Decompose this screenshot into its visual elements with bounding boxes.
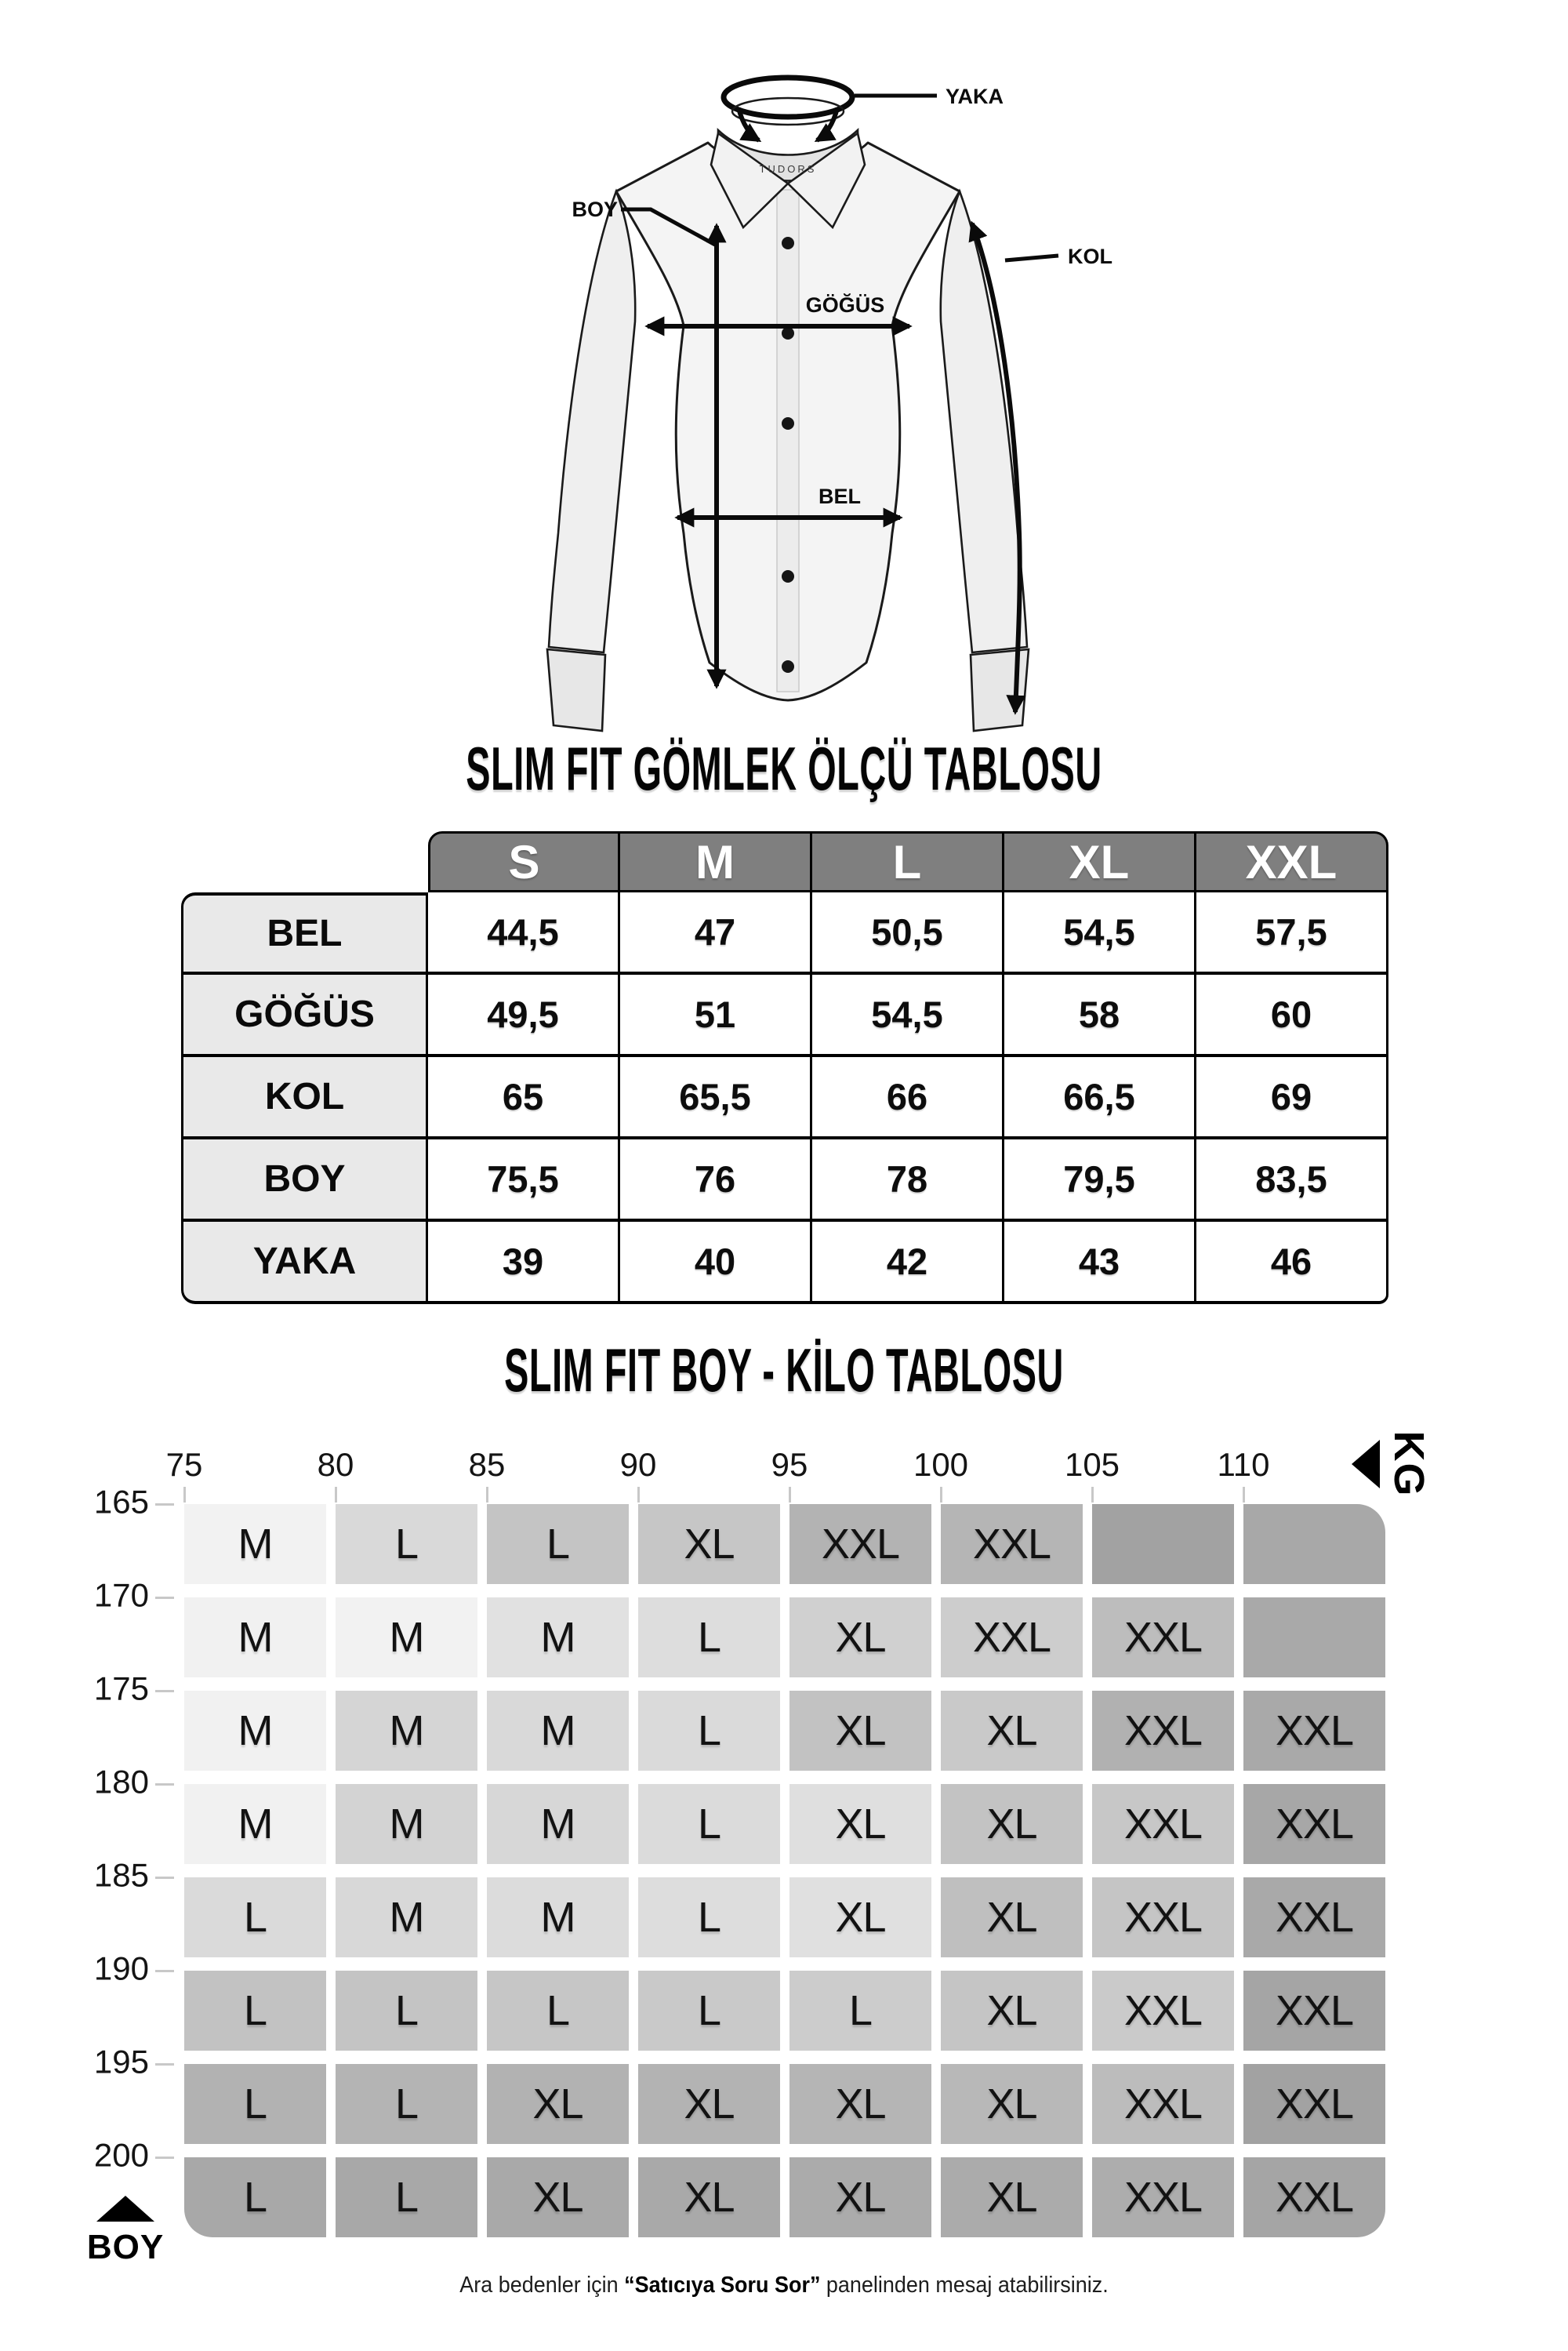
size-table-header: [428, 831, 1388, 892]
recommended-size-label: XXL: [1123, 1707, 1203, 1754]
size-column-header-label: S: [508, 835, 540, 888]
measure-value-cell: [428, 892, 620, 975]
measure-row-label-text: KOL: [264, 1076, 345, 1117]
recommended-size-cell: [1092, 2064, 1234, 2144]
measure-value-text: 60: [1270, 994, 1312, 1035]
size-column-header: [1196, 831, 1388, 892]
recommended-size-cell: [638, 2064, 780, 2144]
measure-value-text: 76: [694, 1158, 736, 1200]
recommended-size-cell: [1092, 1971, 1234, 2051]
recommended-size-label: L: [243, 1987, 267, 2034]
height-tick-mark: [155, 1970, 174, 1972]
recommended-size-cell: [184, 1691, 326, 1771]
measure-value-cell: [1196, 1057, 1388, 1139]
kg-tick-mark: [486, 1487, 488, 1503]
recommended-size-label: XL: [986, 1707, 1037, 1754]
kg-tick-label: 105: [1064, 1446, 1120, 1483]
kg-tick-mark: [637, 1487, 640, 1503]
measure-value-cell: [812, 1139, 1004, 1222]
measure-row-label-text: YAKA: [252, 1241, 357, 1282]
kg-tick-label: 85: [468, 1446, 506, 1483]
recommended-size-cell: [487, 2157, 629, 2237]
recommended-size-cell: [336, 1971, 477, 2051]
recommended-size-cell: [184, 1784, 326, 1864]
diagram-label-gogus: GÖĞÜS: [805, 293, 885, 317]
measure-value-cell: [428, 1057, 620, 1139]
recommended-size-label: L: [848, 1987, 873, 2034]
recommended-size-label: XXL: [821, 1521, 900, 1568]
measure-value-text: 44,5: [487, 911, 559, 953]
height-tick-label: 185: [93, 1856, 149, 1894]
recommended-size-label: M: [540, 1894, 575, 1941]
recommended-size-cell: [487, 2064, 629, 2144]
recommended-size-cell: [336, 1504, 477, 1584]
recommended-size-cell: [184, 1597, 326, 1677]
brand-label: TUDORS: [759, 163, 817, 175]
recommended-size-label: L: [394, 2174, 419, 2221]
measure-value-text: 49,5: [487, 994, 559, 1035]
recommended-size-cell: [1243, 1971, 1385, 2051]
measure-value-cell: [1196, 1139, 1388, 1222]
recommended-size-cell: [336, 1691, 477, 1771]
recommended-size-label: XL: [835, 1894, 886, 1941]
recommended-size-label: L: [697, 1800, 721, 1848]
measure-value-text: 43: [1078, 1241, 1120, 1282]
kg-tick-mark: [940, 1487, 942, 1503]
measure-row-label: [181, 1139, 428, 1222]
recommended-size-label: XXL: [1275, 1707, 1354, 1754]
recommended-size-cell: [1243, 1784, 1385, 1864]
recommended-size-label: M: [540, 1614, 575, 1661]
kg-tick-mark: [789, 1487, 791, 1503]
measure-value-cell: [428, 1139, 620, 1222]
shirt-diagram: [510, 63, 1137, 753]
height-axis-ticks: [0, 1483, 180, 2251]
height-tick-mark: [155, 2157, 174, 2159]
shirt-placket: [777, 190, 799, 692]
size-column-header-label: M: [695, 835, 735, 888]
boy-axis-label: BOY: [86, 2228, 165, 2266]
recommended-size-label: XXL: [1123, 2174, 1203, 2221]
measure-value-text: 39: [502, 1241, 544, 1282]
measure-value-text: 65: [502, 1076, 544, 1117]
recommended-size-label: XXL: [972, 1521, 1051, 1568]
recommended-size-cell: [638, 1504, 780, 1584]
recommended-size-cell: [638, 1691, 780, 1771]
recommended-size-label: M: [540, 1707, 575, 1754]
shirt-diagram-svg: [510, 63, 1137, 753]
recommended-size-label: M: [238, 1614, 273, 1661]
recommended-size-label: L: [546, 1521, 570, 1568]
measure-value-cell: [812, 1057, 1004, 1139]
recommended-size-cell: [638, 1597, 780, 1677]
measure-value-cell: [1004, 892, 1196, 975]
recommended-size-cell: [1092, 1504, 1234, 1584]
recommended-size-cell: [1243, 1691, 1385, 1771]
measure-value-text: 46: [1270, 1241, 1312, 1282]
recommended-size-cell: [336, 2157, 477, 2237]
kg-tick-mark: [1091, 1487, 1094, 1503]
kg-axis-label: KG: [1385, 1430, 1432, 1498]
recommended-size-cell: [336, 1877, 477, 1957]
height-tick-label: 180: [93, 1763, 149, 1800]
kg-arrow-left-icon: [1352, 1440, 1380, 1488]
measure-value-text: 69: [1270, 1076, 1312, 1117]
height-tick-mark: [155, 2063, 174, 2066]
measure-value-text: 79,5: [1063, 1158, 1135, 1200]
size-table-row: [181, 892, 1388, 975]
measure-value-cell: [620, 1139, 812, 1222]
measure-value-cell: [1004, 1222, 1196, 1304]
recommended-size-label: XL: [835, 2174, 886, 2221]
kg-tick-mark: [335, 1487, 337, 1503]
recommended-size-label: L: [697, 1987, 721, 2034]
recommended-size-label: XL: [835, 1707, 886, 1754]
size-table-title: SLIM FIT GÖMLEK ÖLÇÜ TABLOSU: [466, 734, 1102, 803]
recommended-size-label: L: [243, 2174, 267, 2221]
measure-value-cell: [1004, 975, 1196, 1057]
measure-value-cell: [812, 892, 1004, 975]
height-tick-label: 195: [93, 2043, 149, 2080]
recommended-size-label: XL: [532, 2174, 583, 2221]
recommended-size-cell: [941, 2064, 1083, 2144]
recommended-size-label: XL: [835, 2080, 886, 2128]
recommended-size-label: L: [243, 2080, 267, 2128]
height-tick-label: 175: [93, 1670, 149, 1707]
measure-value-cell: [1196, 975, 1388, 1057]
measure-value-cell: [812, 1222, 1004, 1304]
measure-value-cell: [1004, 1139, 1196, 1222]
measure-value-text: 66: [886, 1076, 928, 1117]
shirt-left-cuff: [547, 649, 605, 731]
height-tick-mark: [155, 1783, 174, 1786]
diagram-label-kol: KOL: [1068, 245, 1112, 268]
measure-value-cell: [1004, 1057, 1196, 1139]
recommended-size-cell: [638, 1877, 780, 1957]
recommended-size-cell: [789, 1971, 931, 2051]
diagram-label-yaka: YAKA: [946, 85, 1004, 108]
recommended-size-label: M: [238, 1521, 273, 1568]
recommended-size-label: XL: [835, 1800, 886, 1848]
kg-axis-ticks: [165, 1435, 1395, 1504]
recommended-size-cell: [789, 1691, 931, 1771]
boy-arrow-up-icon: [96, 2196, 154, 2222]
recommended-size-label: L: [697, 1894, 721, 1941]
recommended-size-cell: [487, 1971, 629, 2051]
measure-value-text: 40: [694, 1241, 736, 1282]
shirt-left-sleeve: [549, 191, 635, 652]
size-column-header-label: XXL: [1245, 835, 1338, 888]
recommended-size-label: XL: [986, 2080, 1037, 2128]
measure-value-cell: [620, 975, 812, 1057]
recommended-size-cell: [487, 1877, 629, 1957]
size-column-header-label: XL: [1069, 835, 1130, 888]
recommended-size-label: L: [394, 1987, 419, 2034]
recommended-size-label: M: [389, 1894, 424, 1941]
kg-tick-mark: [1243, 1487, 1245, 1503]
recommended-size-label: M: [238, 1800, 273, 1848]
measure-value-cell: [620, 892, 812, 975]
recommended-size-cell: [336, 1784, 477, 1864]
size-column-header-label: L: [892, 835, 922, 888]
recommended-size-label: M: [389, 1614, 424, 1661]
recommended-size-cell: [1243, 1504, 1385, 1584]
size-table: [181, 831, 1388, 1304]
recommended-size-label: M: [540, 1800, 575, 1848]
measure-value-text: 65,5: [679, 1076, 751, 1117]
recommended-size-label: XL: [684, 2080, 735, 2128]
footnote-bold: “Satıcıya Soru Sor”: [624, 2273, 821, 2298]
height-tick-mark: [155, 1690, 174, 1692]
recommended-size-label: XXL: [1275, 1894, 1354, 1941]
recommended-size-cell: [638, 1971, 780, 2051]
recommended-size-label: XL: [986, 2174, 1037, 2221]
recommended-size-cell: [1243, 2064, 1385, 2144]
recommended-size-cell: [941, 2157, 1083, 2237]
recommended-size-label: XL: [684, 1521, 735, 1568]
recommended-size-cell: [789, 1504, 931, 1584]
measure-row-label: [181, 892, 428, 975]
kol-pointer-line: [1005, 256, 1058, 260]
recommended-size-label: XL: [532, 2080, 583, 2128]
measure-value-cell: [428, 1222, 620, 1304]
recommended-size-label: XXL: [1123, 1800, 1203, 1848]
recommended-size-label: L: [394, 2080, 419, 2128]
recommended-size-cell: [184, 1877, 326, 1957]
recommended-size-label: L: [394, 1521, 419, 1568]
measure-row-label: [181, 1222, 428, 1304]
recommended-size-label: XL: [684, 2174, 735, 2221]
recommended-size-label: M: [389, 1800, 424, 1848]
recommended-size-cell: [1243, 2157, 1385, 2237]
footnote-prefix: Ara bedenler için: [459, 2273, 625, 2298]
height-tick-mark: [155, 1877, 174, 1879]
recommended-size-label: M: [238, 1707, 273, 1754]
kg-tick-label: 100: [913, 1446, 969, 1483]
recommended-size-cell: [789, 2157, 931, 2237]
recommended-size-cell: [941, 1691, 1083, 1771]
recommended-size-cell: [789, 1877, 931, 1957]
kg-tick-label: 90: [619, 1446, 657, 1483]
height-tick-mark: [155, 1597, 174, 1599]
measure-value-cell: [620, 1222, 812, 1304]
height-tick-label: 190: [93, 1949, 149, 1987]
kg-tick-label: 110: [1217, 1446, 1270, 1483]
recommended-size-label: XXL: [1275, 1987, 1354, 2034]
recommended-size-cell: [1092, 1784, 1234, 1864]
kg-axis-title: [1352, 1430, 1432, 1498]
recommended-size-label: XXL: [1275, 2080, 1354, 2128]
measure-row-label: [181, 1057, 428, 1139]
measure-value-text: 58: [1078, 994, 1120, 1035]
recommended-size-label: XXL: [1123, 1894, 1203, 1941]
height-tick-label: 165: [93, 1483, 149, 1521]
recommended-size-cell: [941, 1784, 1083, 1864]
recommended-size-cell: [941, 1504, 1083, 1584]
recommended-size-cell: [1092, 1877, 1234, 1957]
recommended-size-label: XL: [986, 1894, 1037, 1941]
footnote-suffix: panelinden mesaj atabilirsiniz.: [820, 2273, 1109, 2298]
recommended-size-cell: [336, 2064, 477, 2144]
measure-value-cell: [428, 975, 620, 1057]
boy-axis-title: [63, 2196, 188, 2267]
size-table-row: [181, 1139, 1388, 1222]
size-table-row: [181, 1057, 1388, 1139]
recommended-size-cell: [184, 2064, 326, 2144]
measure-value-cell: [1196, 1222, 1388, 1304]
size-column-header: [812, 831, 1004, 892]
size-column-header: [1004, 831, 1196, 892]
recommended-size-cell: [184, 1504, 326, 1584]
measure-value-text: 54,5: [871, 994, 943, 1035]
measure-value-text: 50,5: [871, 911, 943, 953]
recommended-size-label: XXL: [1123, 1614, 1203, 1661]
recommended-size-cell: [487, 1784, 629, 1864]
recommended-size-cell: [336, 1597, 477, 1677]
size-table-body: [181, 892, 1388, 1304]
recommended-size-label: XXL: [1123, 2080, 1203, 2128]
measure-value-text: 47: [694, 911, 736, 953]
recommended-size-cell: [184, 2157, 326, 2237]
size-column-header: [428, 831, 620, 892]
height-weight-grid: [184, 1504, 1385, 2237]
diagram-label-boy: BOY: [572, 198, 618, 221]
measure-value-text: 78: [886, 1158, 928, 1200]
kg-tick-label: 75: [165, 1446, 203, 1483]
measure-row-label-text: GÖĞÜS: [234, 994, 375, 1035]
recommended-size-cell: [789, 2064, 931, 2144]
height-tick-mark: [155, 1503, 174, 1506]
recommended-size-cell: [941, 1877, 1083, 1957]
measure-value-cell: [620, 1057, 812, 1139]
kg-tick-label: 80: [317, 1446, 354, 1483]
measure-row-label-text: BEL: [267, 913, 343, 954]
recommended-size-cell: [184, 1971, 326, 2051]
kg-axis-label-wrap: [1385, 1430, 1432, 1498]
recommended-size-cell: [1243, 1597, 1385, 1677]
recommended-size-label: XXL: [1123, 1987, 1203, 2034]
shirt-outline: [547, 130, 1029, 731]
height-weight-matrix: [0, 1430, 1568, 2313]
recommended-size-label: XL: [986, 1800, 1037, 1848]
kg-tick-mark: [183, 1487, 186, 1503]
size-table-row: [181, 1222, 1388, 1304]
recommended-size-cell: [1092, 1597, 1234, 1677]
size-column-header: [620, 831, 812, 892]
recommended-size-cell: [487, 1691, 629, 1771]
recommended-size-cell: [941, 1971, 1083, 2051]
height-tick-label: 170: [93, 1576, 149, 1614]
kg-tick-label: 95: [771, 1446, 808, 1483]
recommended-size-label: M: [389, 1707, 424, 1754]
recommended-size-cell: [941, 1597, 1083, 1677]
recommended-size-label: L: [697, 1614, 721, 1661]
measure-value-text: 54,5: [1063, 911, 1135, 953]
measure-value-text: 83,5: [1255, 1158, 1327, 1200]
recommended-size-label: L: [243, 1894, 267, 1941]
height-tick-label: 200: [93, 2136, 149, 2174]
measure-value-text: 42: [886, 1241, 928, 1282]
recommended-size-cell: [638, 1784, 780, 1864]
diagram-label-bel: BEL: [818, 485, 861, 508]
recommended-size-cell: [789, 1597, 931, 1677]
recommended-size-label: XL: [835, 1614, 886, 1661]
recommended-size-cell: [487, 1504, 629, 1584]
measure-row-label: [181, 975, 428, 1057]
recommended-size-label: XL: [986, 1987, 1037, 2034]
measure-value-text: 66,5: [1063, 1076, 1135, 1117]
size-table-row: [181, 975, 1388, 1057]
measure-value-text: 51: [694, 994, 736, 1035]
height-weight-title: SLIM FIT BOY - KİLO TABLOSU: [504, 1335, 1064, 1404]
recommended-size-label: XXL: [972, 1614, 1051, 1661]
measure-value-cell: [812, 975, 1004, 1057]
recommended-size-label: XXL: [1275, 2174, 1354, 2221]
recommended-size-cell: [1092, 1691, 1234, 1771]
measure-value-text: 75,5: [487, 1158, 559, 1200]
measure-value-cell: [1196, 892, 1388, 975]
measure-value-text: 57,5: [1255, 911, 1327, 953]
recommended-size-cell: [1092, 2157, 1234, 2237]
recommended-size-cell: [638, 2157, 780, 2237]
measure-row-label-text: BOY: [263, 1158, 346, 1200]
recommended-size-label: L: [697, 1707, 721, 1754]
recommended-size-cell: [1243, 1877, 1385, 1957]
recommended-size-label: XXL: [1275, 1800, 1354, 1848]
shirt-right-cuff: [971, 649, 1029, 731]
recommended-size-label: L: [546, 1987, 570, 2034]
footnote: [55, 2273, 1513, 2298]
recommended-size-cell: [789, 1784, 931, 1864]
recommended-size-cell: [487, 1597, 629, 1677]
